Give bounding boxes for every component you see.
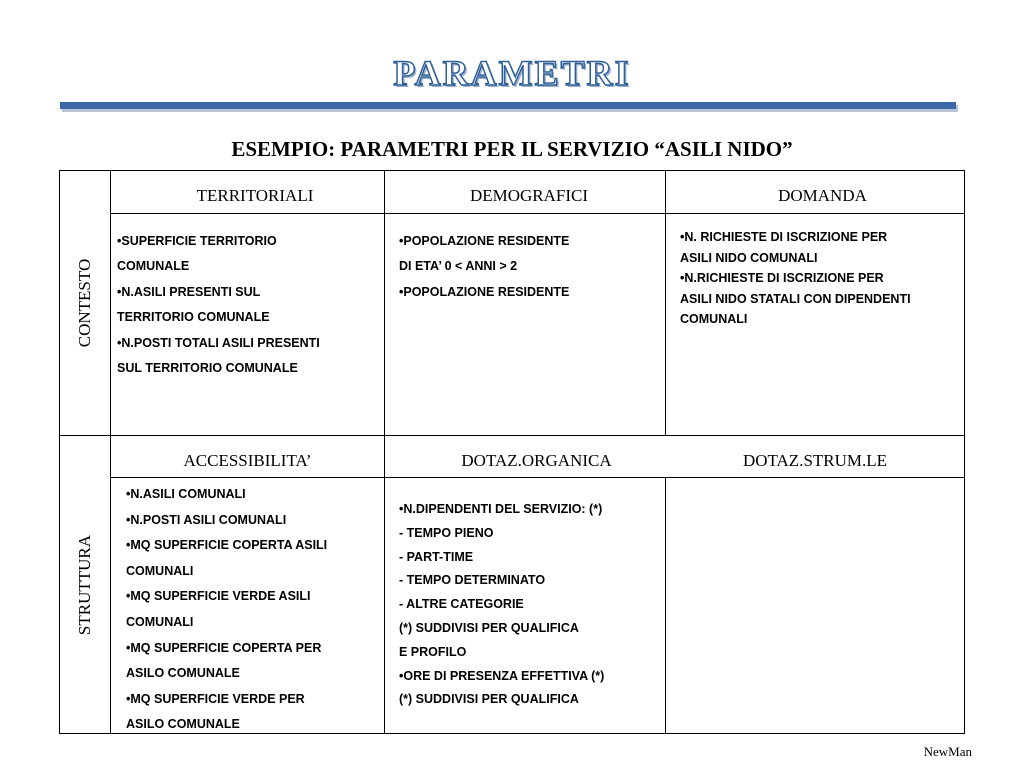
list-item: - TEMPO DETERMINATO — [399, 573, 546, 588]
list-item: •N. RICHIESTE DI ISCRIZIONE PER — [680, 230, 888, 244]
list-item: DI ETA’ 0 < ANNI > 2 — [399, 259, 518, 274]
list-item: - PART-TIME — [399, 549, 474, 564]
footer-brand: NewMan — [923, 744, 972, 759]
list-item: (*) SUDDIVISI PER QUALIFICA — [399, 692, 579, 707]
list-item: ASILI NIDO COMUNALI — [680, 250, 818, 265]
list-item: SUL TERRITORIO COMUNALE — [117, 361, 298, 376]
title-rule — [60, 102, 956, 109]
contesto-label: CONTESTO — [75, 258, 94, 348]
cell-domanda — [680, 227, 911, 330]
list-item: COMUNALE — [117, 259, 190, 274]
list-item: •SUPERFICIE TERRITORIO — [117, 234, 277, 248]
header-territoriali: TERRITORIALI — [196, 186, 314, 205]
list-item: ASILO COMUNALE — [126, 717, 240, 732]
list-item: •N.ASILI COMUNALI — [126, 487, 246, 501]
list-item: •MQ SUPERFICIE VERDE ASILI — [126, 589, 311, 604]
list-item: •N.RICHIESTE DI ISCRIZIONE PER — [680, 271, 884, 286]
list-item: COMUNALI — [680, 312, 748, 327]
header-domanda: DOMANDA — [778, 186, 867, 205]
list-item: •N.POSTI TOTALI ASILI PRESENTI — [117, 335, 320, 350]
list-item: •MQ SUPERFICIE COPERTA PER — [126, 640, 322, 655]
header-demografici: DEMOGRAFICI — [469, 186, 589, 205]
cell-dotaz-organica — [399, 498, 604, 712]
page-subtitle: ESEMPIO: PARAMETRI PER IL SERVIZIO “ASILI NIDO” — [231, 137, 793, 161]
header-accessibilita: ACCESSIBILITA’ — [183, 451, 312, 470]
cell-demografici — [399, 229, 569, 305]
list-item: •MQ SUPERFICIE VERDE PER — [126, 691, 305, 706]
list-item: •N.ASILI PRESENTI SUL — [117, 284, 261, 299]
struttura-col-3 — [665, 477, 965, 734]
list-item: •N.POSTI ASILI COMUNALI — [126, 512, 287, 527]
list-item: •N.DIPENDENTI DEL SERVIZIO: (*) — [399, 502, 603, 516]
list-item: - ALTRE CATEGORIE — [399, 597, 524, 612]
list-item: •MQ SUPERFICIE COPERTA ASILI — [126, 538, 328, 553]
cell-accessibilita — [126, 482, 327, 738]
cell-territoriali — [117, 229, 320, 381]
list-item: COMUNALI — [126, 614, 194, 629]
list-item: •POPOLAZIONE RESIDENTE — [399, 234, 570, 248]
list-item: E PROFILO — [399, 644, 467, 659]
struttura-label: STRUTTURA — [75, 534, 94, 635]
header-dotaz-strumentale: DOTAZ.STRUM.LE — [742, 451, 888, 470]
list-item: - TEMPO PIENO — [399, 525, 494, 540]
list-item: TERRITORIO COMUNALE — [117, 310, 270, 325]
list-item: ASILI NIDO STATALI CON DIPENDENTI — [680, 291, 911, 306]
list-item: (*) SUDDIVISI PER QUALIFICA — [399, 620, 579, 635]
list-item: COMUNALI — [126, 563, 194, 578]
page-title: PARAMETRI — [393, 53, 631, 93]
list-item: ASILO COMUNALE — [126, 666, 240, 681]
list-item: •POPOLAZIONE RESIDENTE — [399, 284, 570, 299]
contesto-side-cell — [59, 170, 111, 436]
header-dotaz-organica: DOTAZ.ORGANICA — [461, 451, 612, 470]
struttura-side-cell — [59, 435, 111, 734]
list-item: •ORE DI PRESENZA EFFETTIVA (*) — [399, 668, 605, 683]
